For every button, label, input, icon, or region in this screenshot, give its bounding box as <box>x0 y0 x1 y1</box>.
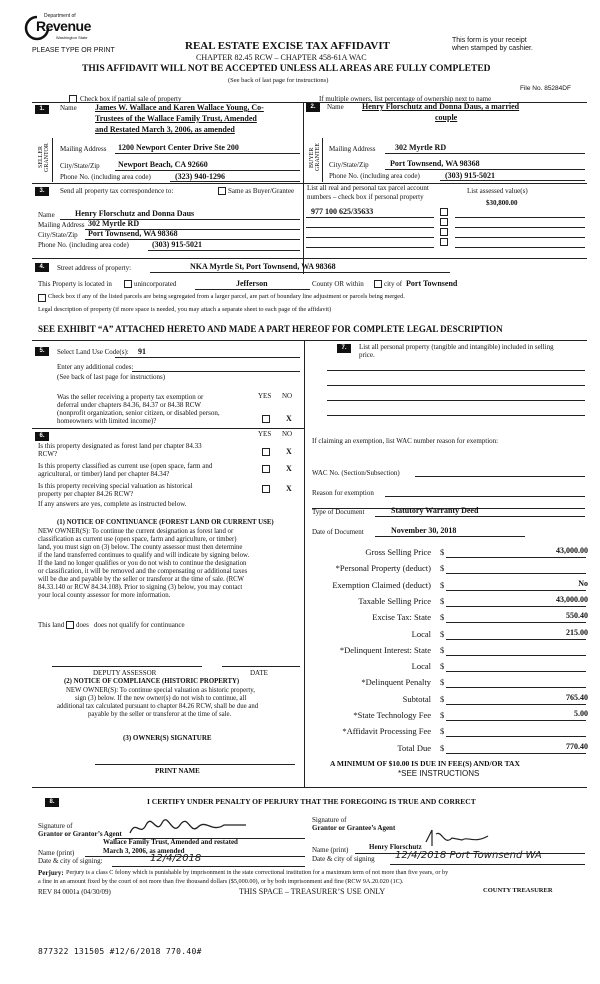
exhibit-statement: SEE EXHIBIT “A” ATTACHED HERETO AND MADE A PART HEREOF FOR COMPLETE LEGAL DESCRIPTION <box>38 324 503 334</box>
rule <box>32 428 304 429</box>
rule <box>322 138 323 182</box>
notice1-line: classification as current use (open space, farm and agriculture, or timber) <box>38 536 237 543</box>
q6a-yes-checkbox[interactable] <box>262 448 270 456</box>
rule <box>446 639 586 640</box>
yes-header-5: YES <box>258 392 272 400</box>
city-of-checkbox[interactable] <box>374 280 382 288</box>
notice1-line: your local county assessor for more information. <box>38 592 171 599</box>
buyer-phone-value[interactable]: (303) 915-5021 <box>445 171 495 180</box>
logo-word: Revenue <box>36 18 91 34</box>
buyer-city-value[interactable]: Port Townsend, WA 98368 <box>390 159 480 168</box>
seller-name-line-3[interactable]: and Restated March 3, 2006, as amended <box>95 125 235 134</box>
rule <box>455 227 585 228</box>
buyer-name-line-1[interactable]: Henry Florschutz and Donna Daus, a married <box>362 102 520 111</box>
notice1-title: (1) NOTICE OF CONTINUANCE (FOREST LAND OR CURRENT USE) <box>57 519 274 526</box>
document-date-label: Date of Document <box>312 528 364 536</box>
rule <box>455 247 585 248</box>
rule <box>446 622 586 623</box>
rule <box>385 169 585 170</box>
rule <box>446 704 586 705</box>
totals-value[interactable]: 43,000.00 <box>556 595 588 604</box>
notice1-line: NEW OWNER(S): To continue the current designation as forest land or <box>38 528 234 535</box>
does-label: does <box>76 621 89 629</box>
notice1-line: will be due and payable by the seller or transferor at the time of sale. (RCW <box>38 576 245 583</box>
see-back-5: (See back of last page for instructions) <box>57 373 166 381</box>
totals-label: Gross Selling Price <box>365 547 431 557</box>
warning-banner: THIS AFFIDAVIT WILL NOT BE ACCEPTED UNLESS ALL AREAS ARE FULLY COMPLETED <box>82 64 491 74</box>
q6b-line-1: Is this property classified as current use (open space, farm and <box>38 462 213 470</box>
see-back-note: (See back of last page for instructions) <box>228 77 329 84</box>
q6a-line-2: RCW? <box>38 450 58 458</box>
dollar-sign: $ <box>440 710 445 720</box>
rule <box>32 787 587 788</box>
located-label: This Property is located in <box>38 280 112 288</box>
dollar-sign: $ <box>440 645 445 655</box>
totals-value[interactable]: 765.40 <box>566 693 588 702</box>
rule <box>446 736 586 737</box>
minimum-fee-note: A MINIMUM OF $10.00 IS DUE IN FEE(S) AND/OR TAX <box>330 759 520 768</box>
notice1-line: 84.33.140 or RCW 84.34.108). Prior to signing (3) below, you may contact <box>38 584 243 591</box>
totals-value[interactable]: 770.40 <box>566 742 588 751</box>
notice2-line: payable by the seller or transferor at the time of sale. <box>88 711 232 718</box>
assessed-value[interactable]: $30,800.00 <box>486 199 518 207</box>
cashier-stamp: 877322 131505 #12/6/2018 770.40# <box>38 947 202 956</box>
correspondence-label: Send all property tax correspondence to: <box>60 187 174 195</box>
grantee-name-label: Name (print) <box>312 846 349 854</box>
print-name-label: PRINT NAME <box>155 767 200 775</box>
grantor-date-value[interactable]: 12/4/2018 <box>150 853 202 864</box>
rule <box>306 237 434 238</box>
section-4-number: 4. <box>35 263 49 272</box>
q5-yes-checkbox[interactable] <box>262 415 270 423</box>
receipt-note-2: when stamped by cashier. <box>452 45 533 52</box>
totals-label: Subtotal <box>402 694 431 704</box>
totals-label: *Delinquent Penalty <box>361 677 431 687</box>
rule <box>446 573 586 574</box>
rule <box>455 217 585 218</box>
rule <box>327 385 585 386</box>
parcel-personal-checkbox[interactable] <box>440 218 448 226</box>
grantor-name-label: Name (print) <box>38 849 75 857</box>
wac-no-label: WAC No. (Section/Subsection) <box>312 469 400 477</box>
dollar-sign: $ <box>440 629 445 639</box>
rule <box>52 666 202 667</box>
perjury-text-2: a fine in an amount fixed by the court of not more than five thousand dollars ($5,000.00), or by both imprisonment and fine (RCW 9A.20.020 (1C). <box>38 878 404 885</box>
rule <box>446 606 586 607</box>
grantor-sig-label-2: Grantor or Grantor’s Agent <box>38 830 122 838</box>
dollar-sign: $ <box>440 726 445 736</box>
rule <box>115 170 300 171</box>
rule <box>132 371 300 372</box>
corr-phone-label: Phone No. (including area code) <box>38 241 129 249</box>
file-number: File No. 85284DF <box>520 85 571 92</box>
rule <box>327 415 585 416</box>
grantee-print-name[interactable]: Henry Florschutz <box>369 843 422 851</box>
section-2-number: 2. <box>306 103 320 112</box>
dollar-sign: $ <box>440 694 445 704</box>
county-treasurer-label: COUNTY TREASURER <box>483 887 553 894</box>
rule <box>304 340 305 787</box>
notice1-line: or classification, it will be removed and the compensating or additional taxes <box>38 568 248 575</box>
rule <box>306 227 434 228</box>
notice1-line: if the land transferred continues to qualify and will indicate by signing below. <box>38 552 250 559</box>
form-chapter: CHAPTER 82.45 RCW – CHAPTER 458-61A WAC <box>196 53 367 62</box>
totals-label: Total Due <box>397 743 431 753</box>
totals-label: Excise Tax: State <box>372 612 431 622</box>
totals-label: Exemption Claimed (deduct) <box>332 580 431 590</box>
q5-no-mark[interactable]: X <box>286 414 292 423</box>
rule <box>446 655 586 656</box>
unincorporated-checkbox[interactable] <box>124 280 132 288</box>
if-yes-note: If any answers are yes, complete as instructed below. <box>38 500 187 508</box>
parcels-label-1: List all real and personal tax parcel account <box>307 184 429 192</box>
rule <box>446 753 586 754</box>
q5-line-4: homeowners with limited income)? <box>57 417 157 425</box>
dollar-sign: $ <box>440 580 445 590</box>
rule <box>446 720 586 721</box>
legal-description-label: Legal description of property (if more space is needed, you may attach a separate sheet to each page of the affidavit) <box>38 306 332 313</box>
grantee-signature-icon[interactable] <box>422 828 492 850</box>
section-1-number: 1. <box>35 105 49 114</box>
q6a-line-1: Is this property designated as forest land per chapter 84.33 <box>38 442 202 450</box>
this-land-label: This land <box>38 621 65 629</box>
corr-city-label: City/State/Zip <box>38 231 78 239</box>
q5-line-1: Was the seller receiving a property tax exemption or <box>57 393 204 401</box>
notice2-title: (2) NOTICE OF COMPLIANCE (HISTORIC PROPERTY) <box>64 678 240 685</box>
document-date-value[interactable]: November 30, 2018 <box>391 526 457 535</box>
buyer-phone-label: Phone No. (including area code) <box>329 172 420 180</box>
rule <box>446 671 586 672</box>
rule <box>446 590 586 591</box>
certify-statement: I CERTIFY UNDER PENALTY OF PERJURY THAT THE FOREGOING IS TRUE AND CORRECT <box>147 797 476 806</box>
totals-label: *State Technology Fee <box>353 710 431 720</box>
parcel-number[interactable]: 977 100 625/35633 <box>311 207 374 216</box>
seller-phone-value[interactable]: (323) 940-1296 <box>175 172 225 181</box>
parcel-personal-checkbox[interactable] <box>440 238 448 246</box>
county-value[interactable]: Jefferson <box>236 279 268 288</box>
corr-name-label: Name <box>38 211 55 219</box>
rule <box>385 153 585 154</box>
totals-value[interactable]: No <box>578 579 588 588</box>
totals-label: *Delinquent Interest: State <box>339 645 431 655</box>
perjury-title: Perjury: <box>38 869 64 877</box>
section-6-number: 6. <box>35 432 49 441</box>
dollar-sign: $ <box>440 677 445 687</box>
partial-sale-label: Check box if partial sale of property <box>80 95 182 103</box>
totals-value[interactable]: 550.40 <box>566 611 588 620</box>
buyer-name-label: Name <box>327 103 344 111</box>
rule <box>95 764 295 765</box>
does-checkbox[interactable] <box>66 621 74 629</box>
rule <box>446 687 586 688</box>
q6a-no-mark[interactable]: X <box>286 447 292 456</box>
exemption-reason-label: Reason for exemption <box>312 489 374 497</box>
section-5-number: 5. <box>35 347 49 356</box>
totals-value[interactable]: 43,000.00 <box>556 546 588 555</box>
deputy-assessor-label: DEPUTY ASSESSOR <box>93 669 157 677</box>
totals-label: *Personal Property (deduct) <box>335 563 431 573</box>
parcel-personal-checkbox[interactable] <box>440 228 448 236</box>
q6c-yes-checkbox[interactable] <box>262 485 270 493</box>
rule <box>150 272 450 273</box>
street-value[interactable]: NKA Myrtle St, Port Townsend, WA 98368 <box>190 262 336 271</box>
seller-side-label: SELLER GRANTOR <box>38 143 50 172</box>
rule <box>385 496 585 497</box>
rule <box>375 516 585 517</box>
seller-phone-label: Phone No. (including area code) <box>60 173 151 181</box>
property-city-value[interactable]: Port Townsend <box>406 279 458 288</box>
corr-name-value[interactable]: Henry Florschutz and Donna Daus <box>75 209 195 218</box>
seller-name-line-2[interactable]: Trustees of the Wallace Family Trust, Amended <box>95 114 257 123</box>
rule <box>446 557 586 558</box>
seller-name-line-1[interactable]: James W. Wallace and Karen Wallace Young, Co- <box>95 103 264 112</box>
owner-signature-label: (3) OWNER(S) SIGNATURE <box>123 734 212 742</box>
grantee-date-value[interactable]: 12/4/2018 Port Townsend WA <box>395 850 542 861</box>
parcels-label-2: numbers – check box if personal property <box>307 193 424 201</box>
buyer-city-label: City/State/Zip <box>329 161 369 169</box>
form-title: REAL ESTATE EXCISE TAX AFFIDAVIT <box>185 40 390 52</box>
section-7-number: 7. <box>337 344 351 353</box>
dollar-sign: $ <box>440 596 445 606</box>
dollar-sign: $ <box>440 661 445 671</box>
rule <box>52 138 53 182</box>
segregated-label: Check box if any of the listed parcels are being segregated from a larger parcel, are part of boundary line adjustment or parcels being merged. <box>48 293 405 300</box>
corr-city-value[interactable]: Port Townsend, WA 98368 <box>88 229 178 238</box>
grantor-date-label: Date & city of signing: <box>38 857 103 865</box>
land-use-label: Select Land Use Code(s): <box>57 348 129 356</box>
seller-mail-value[interactable]: 1200 Newport Center Drive Ste 200 <box>118 143 239 152</box>
seller-city-value[interactable]: Newport Beach, CA 92660 <box>118 160 208 169</box>
buyer-mail-value[interactable]: 302 Myrtle RD <box>395 143 447 152</box>
seller-city-label: City/State/Zip <box>60 162 100 170</box>
grantor-print-name-1[interactable]: Wallace Family Trust, Amended and restated <box>103 838 238 846</box>
corr-phone-value[interactable]: (303) 915-5021 <box>152 240 202 249</box>
rule <box>455 237 585 238</box>
rule <box>115 153 300 154</box>
document-type-value[interactable]: Statutory Warranty Deed <box>391 506 479 515</box>
date-label-6: DATE <box>250 669 268 677</box>
see-instructions-note: *SEE INSTRUCTIONS <box>398 769 480 778</box>
seller-mail-label: Mailing Address <box>60 145 107 153</box>
notice1-line: land, you must sign on (3) below. The county assessor must then determine <box>38 544 243 551</box>
grantor-print-name-2[interactable]: March 3, 2006, as amended <box>103 847 185 855</box>
please-type-label: PLEASE TYPE OR PRINT <box>32 47 115 54</box>
seller-name-label: Name <box>60 104 77 112</box>
receipt-note-1: This form is your receipt <box>452 37 527 44</box>
county-label: County OR within <box>312 280 364 288</box>
department-logo <box>24 13 96 43</box>
rule <box>170 181 300 182</box>
personal-property-label-2: price. <box>359 351 375 359</box>
rule <box>112 866 305 867</box>
dollar-sign: $ <box>440 612 445 622</box>
treasurer-space-label: THIS SPACE – TREASURER’S USE ONLY <box>239 887 386 896</box>
grantee-sig-label-1: Signature of <box>312 816 347 824</box>
q5-line-2: deferral under chapters 84.36, 84.37 or 84.38 RCW <box>57 401 202 409</box>
buyer-side-label: BUYER GRANTEE <box>309 143 321 172</box>
rule <box>390 864 585 865</box>
q6b-no-mark[interactable]: X <box>286 464 292 473</box>
land-use-value[interactable]: 91 <box>138 347 146 356</box>
no-header-6: NO <box>282 430 293 438</box>
notice2-line: additional tax calculated pursuant to chapter 84.26 RCW, shall be due and <box>57 703 259 710</box>
corr-mail-value[interactable]: 302 Myrtle RD <box>88 219 140 228</box>
additional-codes-label: Enter any additional codes: <box>57 363 134 371</box>
section-3-number: 3. <box>35 187 49 196</box>
rule <box>306 217 434 218</box>
city-of-label: city of <box>384 280 403 288</box>
totals-label: *Affidavit Processing Fee <box>342 726 431 736</box>
dollar-sign: $ <box>440 743 445 753</box>
parcel-personal-checkbox[interactable] <box>440 208 448 216</box>
assessed-label: List assessed value(s) <box>467 187 528 195</box>
totals-value[interactable]: 5.00 <box>574 709 588 718</box>
buyer-name-line-2[interactable]: couple <box>435 113 458 122</box>
logo-dept-text: Department of <box>44 13 76 19</box>
q5-line-3: (nonprofit organization, senior citizen, or disabled person, <box>57 409 220 417</box>
segregated-checkbox[interactable] <box>38 294 46 302</box>
totals-label: Taxable Selling Price <box>358 596 431 606</box>
multiple-owners-note: If multiple owners, list percentage of ownership next to name <box>319 95 492 103</box>
grantee-date-label: Date & city of signing <box>312 855 375 863</box>
corr-mail-label: Mailing Address <box>38 221 85 229</box>
does-not-label: does not qualify for continuance <box>94 621 185 629</box>
no-header-5: NO <box>282 392 293 400</box>
rule <box>415 476 585 477</box>
revision-code: REV 84 0001a (04/30/09) <box>38 888 111 896</box>
totals-value[interactable]: 215.00 <box>566 628 588 637</box>
notice1-line: If the land no longer qualifies or you do not wish to continue the designation <box>38 560 247 567</box>
rule <box>327 370 585 371</box>
rule <box>32 258 587 259</box>
q6c-line-1: Is this property receiving special valuation as historical <box>38 482 193 490</box>
unincorporated-label: unincorporated <box>134 280 177 288</box>
grantee-sig-label-2: Grantor or Grantee’s Agent <box>312 824 396 832</box>
dollar-sign: $ <box>440 547 445 557</box>
exemption-wac-label: If claiming an exemption, list WAC number reason for exemption: <box>312 437 499 445</box>
rule <box>306 247 434 248</box>
same-as-buyer-label: Same as Buyer/Grantee <box>228 187 295 195</box>
grantor-sig-label-1: Signature of <box>38 822 73 830</box>
rule <box>32 340 587 341</box>
totals-label: Local <box>411 661 431 671</box>
rule <box>303 102 304 274</box>
rule <box>327 400 585 401</box>
rule <box>375 536 525 537</box>
section-8-number: 8. <box>45 798 59 807</box>
dollar-sign: $ <box>440 563 445 573</box>
same-as-buyer-checkbox[interactable] <box>218 187 226 195</box>
notice2-line: sign (3) below. If the new owner(s) do not wish to continue, all <box>75 695 247 702</box>
yes-header-6: YES <box>258 430 272 438</box>
buyer-mail-label: Mailing Address <box>329 145 376 153</box>
q6b-line-2: agricultural, or timber) land per chapter 84.34? <box>38 470 170 478</box>
q6c-line-2: property per chapter 84.26 RCW? <box>38 490 134 498</box>
q6b-yes-checkbox[interactable] <box>262 465 270 473</box>
perjury-text-1: Perjury is a class C felony which is punishable by imprisonment in the state correctional institution for a maximum term of not more than five years, or by <box>66 869 449 876</box>
street-label: Street address of property: <box>57 264 132 272</box>
rule <box>222 666 300 667</box>
rule <box>195 289 310 290</box>
rule <box>148 250 300 251</box>
rule <box>115 357 300 358</box>
document-type-label: Type of Document <box>312 508 365 516</box>
logo-state-text: Washington State <box>56 35 88 40</box>
rule <box>440 180 585 181</box>
notice2-line: NEW OWNER(S): To continue special valuation as historic property, <box>66 687 255 694</box>
totals-label: Local <box>411 629 431 639</box>
personal-property-label-1: List all personal property (tangible and intangible) included in selling <box>359 343 554 351</box>
q6c-no-mark[interactable]: X <box>286 484 292 493</box>
